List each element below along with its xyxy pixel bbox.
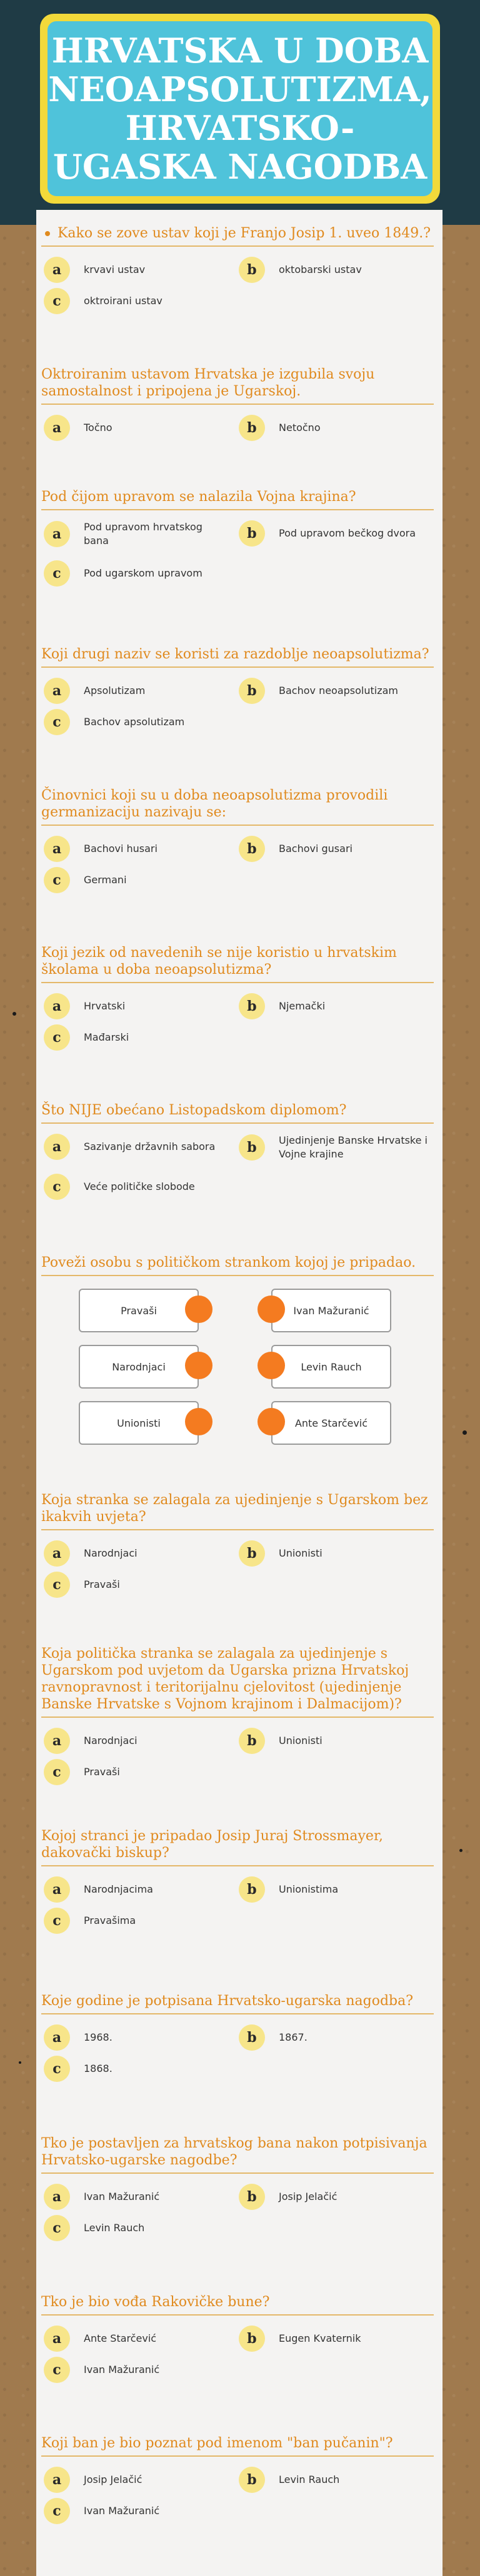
option-label: Narodnjacima [84, 1883, 153, 1895]
option-c[interactable] [44, 2215, 231, 2241]
match-left-item[interactable]: Pravaši [79, 1289, 199, 1332]
option-label: Narodnjaci [84, 1735, 138, 1746]
question-1 [41, 225, 434, 309]
question-title: Koji ban je bio poznat pod imenom "ban pučanin"? [41, 2435, 434, 2457]
option-label: Unionistima [279, 1883, 339, 1895]
option-label: Ante Starčević [84, 2332, 157, 2344]
question-14 [41, 2294, 434, 2378]
option-b[interactable] [239, 257, 426, 283]
option-b[interactable] [239, 836, 426, 862]
option-letter: b [239, 2184, 265, 2210]
option-label: Pod upravom hrvatskog bana [84, 521, 202, 547]
option-letter: b [239, 1540, 265, 1567]
option-label: 1867. [279, 2031, 308, 2043]
option-b[interactable] [239, 678, 426, 704]
option-a[interactable] [44, 836, 231, 862]
match-connector-dot[interactable] [258, 1352, 285, 1379]
option-letter: c [44, 1174, 70, 1200]
option-letter: b [239, 1876, 265, 1903]
option-a[interactable] [44, 520, 225, 548]
option-label: Hrvatski [84, 1000, 126, 1012]
option-letter: a [44, 2184, 70, 2210]
quiz-card [36, 210, 442, 2576]
option-c[interactable] [44, 2357, 231, 2383]
option-label: Bachov apsolutizam [84, 716, 185, 728]
option-a[interactable] [44, 1728, 231, 1754]
option-label: Ivan Mažuranić [84, 2364, 160, 2375]
option-letter: c [44, 2357, 70, 2383]
paper-speck [462, 1430, 467, 1435]
option-letter: a [44, 2326, 70, 2352]
paper-speck [19, 2061, 21, 2064]
option-b[interactable] [239, 2326, 426, 2352]
option-letter: b [239, 520, 265, 547]
option-label: Pravaši [84, 1766, 120, 1778]
option-label: Mađarski [84, 1031, 129, 1043]
option-c[interactable] [44, 1759, 231, 1785]
question-12 [41, 1993, 434, 2077]
option-letter: a [44, 257, 70, 283]
match-connector-dot[interactable] [258, 1295, 285, 1323]
match-left-item[interactable]: Unionisti [79, 1401, 199, 1445]
option-label: krvavi ustav [84, 264, 146, 275]
option-letter: c [44, 709, 70, 735]
question-5 [41, 787, 434, 888]
option-letter: a [44, 1540, 70, 1567]
option-letter: a [44, 415, 70, 441]
match-connector-dot[interactable] [258, 1408, 285, 1435]
option-letter: c [44, 2056, 70, 2082]
option-c[interactable] [44, 867, 231, 893]
option-label: Netočno [279, 422, 321, 433]
option-b[interactable] [239, 993, 426, 1019]
option-letter: b [239, 2326, 265, 2352]
option-letter: a [44, 521, 70, 547]
match-right-item[interactable]: Ante Starčević [271, 1401, 391, 1445]
option-letter: a [44, 836, 70, 862]
option-a[interactable] [44, 415, 231, 441]
question-title: Koji jezik od navedenih se nije koristio u hrvatskim školama u doba neoapsolutizma? [41, 944, 434, 983]
option-a[interactable] [44, 993, 231, 1019]
question-6 [41, 944, 434, 1046]
question-8 [41, 1254, 434, 1429]
match-right-item[interactable]: Ivan Mažuranić [271, 1289, 391, 1332]
option-a[interactable] [44, 2024, 231, 2051]
option-b[interactable] [239, 1728, 426, 1754]
option-letter: c [44, 1908, 70, 1934]
match-right-item[interactable]: Levin Rauch [271, 1345, 391, 1389]
option-letter: b [239, 1728, 265, 1754]
option-letter: c [44, 867, 70, 893]
option-letter: b [239, 1134, 265, 1161]
option-label: Apsolutizam [84, 685, 146, 696]
option-label: Veće političke slobode [84, 1181, 195, 1192]
question-title: Kako se zove ustav koji je Franjo Josip 1. uveo 1849.? [41, 225, 434, 247]
option-a[interactable] [44, 678, 231, 704]
option-label: Bachov neoapsolutizam [279, 685, 399, 696]
option-label: Eugen Kvaternik [279, 2332, 361, 2344]
option-letter: b [239, 2024, 265, 2051]
option-label: Ujedinjenje Banske Hrvatske i Vojne krajine [279, 1134, 428, 1160]
option-letter: c [44, 560, 70, 587]
question-title: Pod čijom upravom se nalazila Vojna krajina? [41, 488, 434, 510]
option-label: Josip Jelačić [279, 2191, 338, 2202]
option-c[interactable] [44, 1572, 231, 1598]
option-letter: a [44, 993, 70, 1019]
title-panel [48, 21, 432, 196]
option-label: Točno [84, 422, 112, 433]
option-letter: b [239, 836, 265, 862]
option-label: Sazivanje državnih sabora [84, 1141, 216, 1152]
match-connector-dot[interactable] [185, 1408, 212, 1435]
title-banner [40, 14, 440, 204]
option-c[interactable] [44, 288, 231, 314]
option-label: Njemački [279, 1000, 326, 1012]
paper-speck [12, 1012, 16, 1016]
option-label: Levin Rauch [84, 2222, 145, 2234]
option-b[interactable] [239, 1540, 426, 1567]
option-c[interactable] [44, 1908, 231, 1934]
option-label: 1868. [84, 2063, 112, 2074]
question-2 [41, 366, 434, 436]
option-letter: b [239, 678, 265, 704]
option-label: Ivan Mažuranić [84, 2505, 160, 2517]
question-11 [41, 1828, 434, 1929]
option-label: Josip Jelačić [84, 2474, 142, 2485]
option-a[interactable] [44, 2467, 231, 2493]
option-letter: c [44, 1572, 70, 1598]
page-title: HRVATSKA U DOBA NEOAPSOLUTIZMA, HRVATSKO- UGASKA NAGODBA [48, 31, 432, 187]
question-title: Oktroiranim ustavom Hrvatska je izgubila svoju samostalnost i pripojena je Ugarskoj. [41, 366, 434, 405]
option-c[interactable] [44, 709, 231, 735]
option-c[interactable] [44, 560, 231, 587]
option-a[interactable] [44, 2184, 231, 2210]
question-3 [41, 488, 434, 582]
option-label: Unionisti [279, 1735, 322, 1746]
option-letter: c [44, 2215, 70, 2241]
option-c[interactable] [44, 1174, 231, 1200]
option-letter: c [44, 2498, 70, 2524]
option-c[interactable] [44, 1024, 231, 1051]
option-letter: b [239, 257, 265, 283]
option-c[interactable] [44, 2056, 231, 2082]
option-label: oktobarski ustav [279, 264, 362, 275]
question-15 [41, 2435, 434, 2519]
option-a[interactable] [44, 1540, 231, 1567]
question-title: Koja politička stranka se zalagala za ujedinjenje s Ugarskom pod uvjetom da Ugarska prizna Hrvatskoj ravnopravnost i teritorijalnu cjelovitost (ujedinjenje Banske Hrvatske s Vojnom krajinom i Dalmacijom)? [41, 1645, 434, 1718]
question-title: Tko je postavljen za hrvatskog bana nakon potpisivanja Hrvatsko-ugarske nagodbe? [41, 2135, 434, 2174]
question-10 [41, 1645, 434, 1780]
option-label: oktroirani ustav [84, 295, 162, 307]
match-left-item[interactable]: Narodnjaci [79, 1345, 199, 1389]
question-title: Tko je bio vođa Rakovičke bune? [41, 2294, 434, 2316]
option-label: Narodnjaci [84, 1547, 138, 1559]
option-letter: b [239, 2467, 265, 2493]
question-title: Kojoj stranci je pripadao Josip Juraj Strossmayer, dakovački biskup? [41, 1828, 434, 1866]
option-letter: a [44, 2467, 70, 2493]
option-a[interactable] [44, 1876, 231, 1903]
option-label: Bachovi gusari [279, 843, 352, 855]
question-title: Činovnici koji su u doba neoapsolutizma provodili germanizaciju nazivaju se: [41, 787, 434, 826]
option-letter: a [44, 2024, 70, 2051]
option-letter: b [239, 993, 265, 1019]
question-title: Koja stranka se zalagala za ujedinjenje s Ugarskom bez ikakvih uvjeta? [41, 1492, 434, 1530]
option-label: 1968. [84, 2031, 112, 2043]
question-7 [41, 1102, 434, 1195]
match-connector-dot[interactable] [185, 1295, 212, 1323]
option-b[interactable] [239, 2184, 426, 2210]
option-label: Pod ugarskom upravom [84, 567, 202, 579]
question-13 [41, 2135, 434, 2236]
option-label: Pravašima [84, 1915, 136, 1926]
option-letter: a [44, 1728, 70, 1754]
option-label: Unionisti [279, 1547, 322, 1559]
question-title: Koji drugi naziv se koristi za razdoblje neoapsolutizma? [41, 646, 434, 668]
option-b[interactable] [239, 2467, 426, 2493]
option-letter: b [239, 415, 265, 441]
option-a[interactable] [44, 257, 231, 283]
option-a[interactable] [44, 2326, 231, 2352]
option-label: Bachovi husari [84, 843, 158, 855]
option-b[interactable] [239, 1134, 432, 1161]
option-b[interactable] [239, 2024, 426, 2051]
question-title: Koje godine je potpisana Hrvatsko-ugarska nagodba? [41, 1993, 434, 2014]
option-letter: a [44, 1134, 70, 1160]
option-label: Levin Rauch [279, 2474, 340, 2485]
option-letter: c [44, 1024, 70, 1051]
option-letter: c [44, 288, 70, 314]
option-letter: a [44, 1876, 70, 1903]
question-4 [41, 646, 434, 730]
option-letter: a [44, 678, 70, 704]
match-connector-dot[interactable] [185, 1352, 212, 1379]
option-label: Ivan Mažuranić [84, 2191, 160, 2202]
question-title: Što NIJE obećano Listopadskom diplomom? [41, 1102, 434, 1124]
option-letter: c [44, 1759, 70, 1785]
option-b[interactable] [239, 415, 426, 441]
option-c[interactable] [44, 2498, 231, 2524]
option-label: Germani [84, 874, 127, 886]
question-9 [41, 1492, 434, 1593]
paper-speck [459, 1849, 462, 1852]
option-label: Pod upravom bečkog dvora [279, 527, 416, 539]
option-label: Pravaši [84, 1578, 120, 1590]
option-a[interactable] [44, 1134, 231, 1160]
option-b[interactable] [239, 520, 432, 547]
question-title: Poveži osobu s političkom strankom kojoj je pripadao. [41, 1254, 434, 1276]
option-b[interactable] [239, 1876, 426, 1903]
